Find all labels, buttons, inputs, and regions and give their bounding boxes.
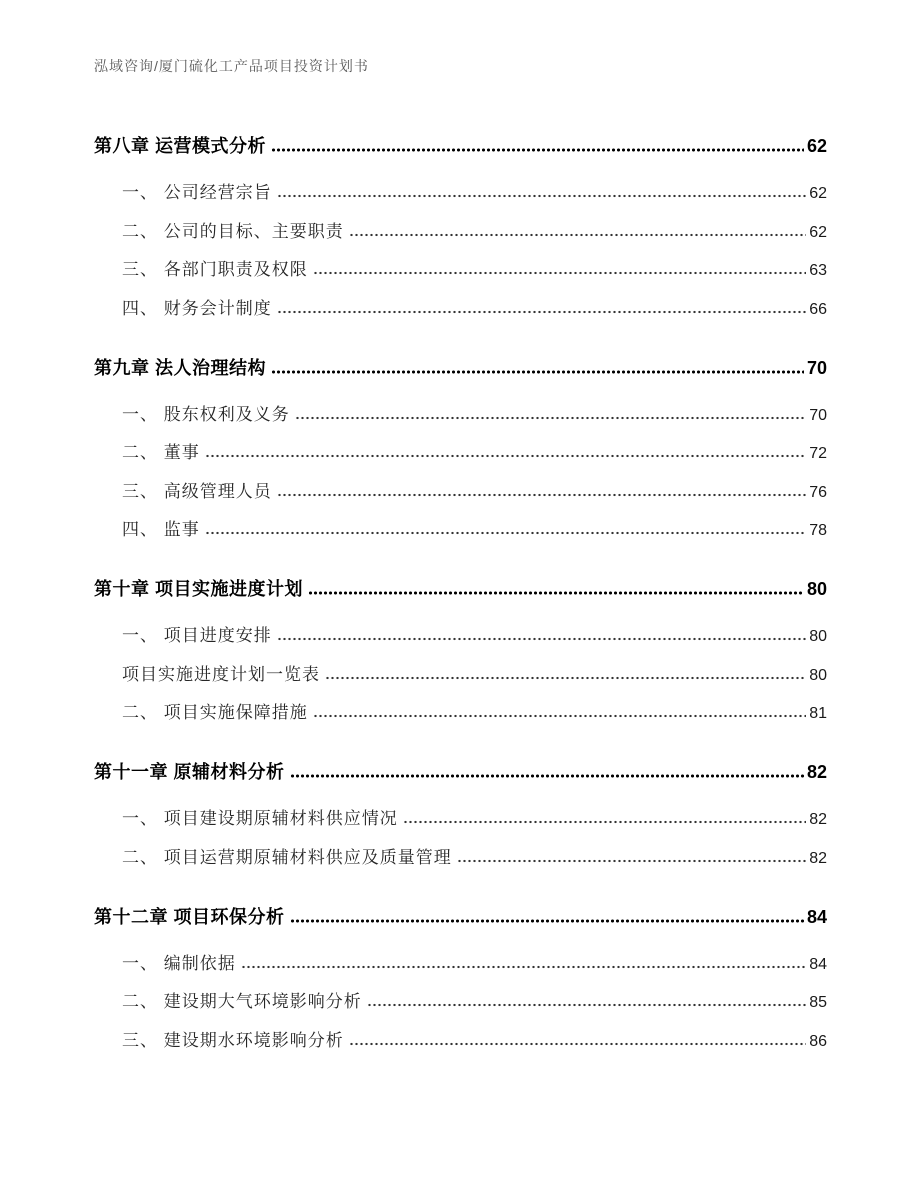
toc-item-title: 三、 建设期水环境影响分析 bbox=[122, 1030, 344, 1050]
toc-item-entry[interactable] bbox=[94, 843, 827, 873]
toc-item-title: 一、 公司经营宗旨 bbox=[122, 183, 272, 202]
dotted-leader bbox=[403, 820, 806, 824]
toc-item-title: 二、 建设期大气环境影响分析 bbox=[122, 992, 362, 1011]
toc-item-title: 二、 项目运营期原辅材料供应及质量管理 bbox=[122, 847, 452, 867]
toc-chapter-page-number: 62 bbox=[806, 136, 827, 156]
dotted-leader bbox=[205, 454, 806, 458]
toc-item-title: 项目实施进度计划一览表 bbox=[122, 664, 320, 684]
toc-chapter-entry[interactable] bbox=[94, 353, 827, 383]
toc-chapter-entry[interactable] bbox=[94, 757, 827, 787]
dotted-leader bbox=[325, 676, 806, 680]
toc-chapter-items bbox=[94, 949, 827, 1056]
toc-item-page-number: 62 bbox=[809, 223, 827, 241]
toc-item-page-number: 84 bbox=[809, 955, 827, 973]
toc-item-page-number: 85 bbox=[809, 994, 827, 1011]
toc-item-title: 一、 股东权利及义务 bbox=[122, 404, 290, 424]
toc-chapter-items bbox=[94, 178, 827, 324]
toc-chapter-title: 第十一章 原辅材料分析 bbox=[94, 762, 285, 782]
toc-item-entry[interactable] bbox=[94, 987, 827, 1017]
toc-item-entry[interactable] bbox=[94, 255, 827, 285]
toc-chapter-block bbox=[94, 902, 827, 1056]
dotted-leader bbox=[290, 774, 804, 778]
dotted-leader bbox=[241, 965, 806, 969]
toc-item-entry[interactable] bbox=[94, 515, 827, 545]
dotted-leader bbox=[277, 194, 806, 198]
toc-item-page-number: 72 bbox=[809, 445, 827, 462]
dotted-leader bbox=[290, 919, 804, 923]
toc-item-page-number: 76 bbox=[809, 483, 827, 501]
dotted-leader bbox=[313, 271, 806, 275]
toc-item-title: 四、 财务会计制度 bbox=[122, 298, 272, 318]
toc-item-page-number: 78 bbox=[809, 522, 827, 539]
dotted-leader bbox=[295, 416, 806, 420]
dotted-leader bbox=[367, 1003, 806, 1007]
toc-item-title: 一、 项目进度安排 bbox=[122, 626, 272, 645]
toc-item-entry[interactable] bbox=[94, 294, 827, 324]
toc-item-entry[interactable] bbox=[94, 698, 827, 728]
toc-item-title: 三、 各部门职责及权限 bbox=[122, 260, 308, 279]
dotted-leader bbox=[205, 531, 806, 535]
toc-item-entry[interactable] bbox=[94, 400, 827, 430]
dotted-leader bbox=[349, 1042, 806, 1046]
dotted-leader bbox=[271, 148, 804, 152]
toc-chapter-title: 第九章 法人治理结构 bbox=[94, 357, 267, 378]
toc-chapter-title: 第十二章 项目环保分析 bbox=[94, 906, 285, 927]
toc-chapter-title: 第十章 项目实施进度计划 bbox=[94, 579, 303, 599]
toc-item-title: 四、 监事 bbox=[122, 520, 200, 539]
toc-chapter-block bbox=[94, 353, 827, 546]
toc-item-page-number: 66 bbox=[809, 300, 827, 318]
dotted-leader bbox=[277, 493, 806, 497]
toc-item-page-number: 82 bbox=[809, 849, 827, 867]
toc-item-page-number: 62 bbox=[809, 185, 827, 202]
toc-item-title: 一、 编制依据 bbox=[122, 953, 236, 973]
dotted-leader bbox=[277, 637, 806, 641]
toc-item-page-number: 86 bbox=[809, 1032, 827, 1050]
toc-chapter-block bbox=[94, 574, 827, 728]
toc-chapter-items bbox=[94, 400, 827, 546]
toc-chapter-page-number: 70 bbox=[806, 357, 827, 378]
toc-item-page-number: 80 bbox=[809, 628, 827, 645]
toc-item-entry[interactable] bbox=[94, 660, 827, 690]
toc-item-entry[interactable] bbox=[94, 804, 827, 834]
toc-item-entry[interactable] bbox=[94, 217, 827, 247]
dotted-leader bbox=[457, 859, 806, 863]
toc-chapter-page-number: 80 bbox=[806, 579, 827, 599]
toc-chapter-items bbox=[94, 621, 827, 728]
toc-item-entry[interactable] bbox=[94, 949, 827, 979]
toc-item-title: 二、 公司的目标、主要职责 bbox=[122, 221, 344, 241]
dotted-leader bbox=[308, 591, 804, 595]
toc-item-title: 三、 高级管理人员 bbox=[122, 481, 272, 501]
dotted-leader bbox=[277, 310, 806, 314]
toc-chapter-block bbox=[94, 757, 827, 873]
toc-item-page-number: 82 bbox=[809, 811, 827, 828]
toc-chapter-entry[interactable] bbox=[94, 131, 827, 161]
toc-item-title: 二、 董事 bbox=[122, 443, 200, 462]
toc-chapter-entry[interactable] bbox=[94, 902, 827, 932]
toc-item-page-number: 81 bbox=[809, 705, 827, 722]
toc-chapter-page-number: 84 bbox=[806, 906, 827, 927]
dotted-leader bbox=[313, 714, 806, 718]
toc-item-title: 二、 项目实施保障措施 bbox=[122, 703, 308, 722]
toc-item-title: 一、 项目建设期原辅材料供应情况 bbox=[122, 809, 398, 828]
toc-chapter-page-number: 82 bbox=[806, 762, 827, 782]
toc-item-entry[interactable] bbox=[94, 477, 827, 507]
toc-item-entry[interactable] bbox=[94, 621, 827, 651]
toc-item-entry[interactable] bbox=[94, 438, 827, 468]
toc-item-page-number: 70 bbox=[809, 406, 827, 424]
toc-item-page-number: 63 bbox=[809, 262, 827, 279]
toc-item-page-number: 80 bbox=[809, 666, 827, 684]
toc-chapter-title: 第八章 运营模式分析 bbox=[94, 136, 267, 156]
toc-chapter-items bbox=[94, 804, 827, 873]
toc-chapter-block bbox=[94, 131, 827, 324]
document-header-title: 泓域咨询/厦门硫化工产品项目投资计划书 bbox=[94, 58, 369, 74]
toc-chapter-entry[interactable] bbox=[94, 574, 827, 604]
dotted-leader bbox=[349, 233, 806, 237]
dotted-leader bbox=[271, 370, 804, 374]
toc-item-entry[interactable] bbox=[94, 1026, 827, 1056]
toc-item-entry[interactable] bbox=[94, 178, 827, 208]
table-of-contents bbox=[94, 131, 827, 1056]
